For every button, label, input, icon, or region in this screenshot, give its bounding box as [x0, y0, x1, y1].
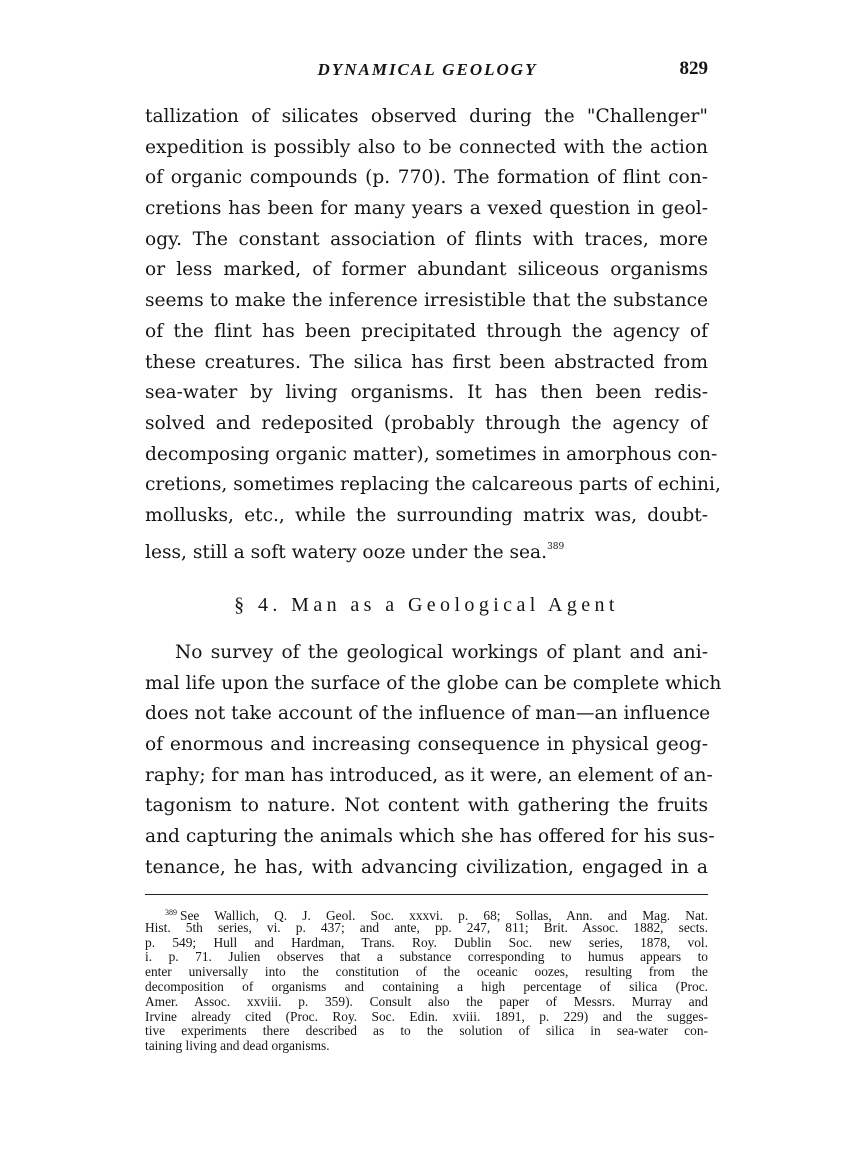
- text-line: cretions has been for many years a vexed question in geol-: [145, 198, 708, 220]
- page-header: [145, 60, 710, 86]
- text-line: or less marked, of former abundant siliceous organisms: [145, 259, 708, 281]
- text-line: No survey of the geological workings of plant and ani-: [175, 642, 708, 663]
- footnote-line: Irvine already cited (Proc. Roy. Soc. Edin. xviii. 1891, p. 229) and the sugges-: [145, 1008, 708, 1024]
- text-line: decomposing organic matter), sometimes in amorphous con-: [145, 443, 718, 465]
- text-line-content: less, still a soft watery ooze under the sea.: [145, 541, 548, 563]
- section-heading: § 4. Man as a Geological Agent: [234, 594, 619, 616]
- text-line: and capturing the animals which she has offered for his sus-: [145, 826, 715, 848]
- text-line: solved and redeposited (probably through the agency of: [145, 412, 708, 434]
- footnote-divider: [145, 894, 708, 895]
- text-line: [145, 532, 708, 563]
- text-line: sea-water by living organisms. It has then been redis-: [145, 382, 708, 404]
- footnote-reference[interactable]: 389: [547, 541, 565, 552]
- footnote-389: [145, 906, 708, 1054]
- text-line: does not take account of the influence of man—an influence: [145, 703, 711, 725]
- text-line: of organic compounds (p. 770). The formation of flint con-: [145, 167, 708, 189]
- text-line: raphy; for man has introduced, as it were, an element of an-: [145, 764, 713, 786]
- text-line: tagonism to nature. Not content with gathering the fruits: [145, 795, 708, 817]
- paragraph-flint-concretions: [145, 102, 721, 563]
- footnote-number: 389: [165, 908, 177, 917]
- text-line: cretions, sometimes replacing the calcareous parts of echini,: [145, 474, 721, 496]
- footnote-line: decomposition of organisms and containing a high percentage of silica (Proc.: [145, 978, 708, 994]
- footnote-line: Amer. Assoc. xxviii. p. 359). Consult also the paper of Messrs. Murray and: [145, 993, 708, 1009]
- text-line: expedition is possibly also to be connected with the action: [145, 136, 708, 158]
- text-line: tallization of silicates observed during the "Challenger": [145, 106, 708, 127]
- footnote-line: [145, 906, 708, 921]
- footnote-line: Hist. 5th series, vi. p. 437; and ante, pp. 247, 811; Brit. Assoc. 1882, sects.: [145, 919, 708, 935]
- footnote-line: taining living and dead organisms.: [145, 1038, 330, 1054]
- text-line: these creatures. The silica has first been abstracted from: [145, 351, 708, 373]
- text-line: tenance, he has, with advancing civilization, engaged in a: [145, 856, 708, 878]
- text-line: of enormous and increasing consequence in physical geog-: [145, 734, 708, 756]
- text-line: mollusks, etc., while the surrounding matrix was, doubt-: [145, 504, 708, 526]
- text-line: of the flint has been precipitated through the agency of: [145, 320, 708, 342]
- running-title: DYNAMICAL GEOLOGY: [317, 60, 538, 79]
- page-number: 829: [679, 58, 708, 79]
- footnote-line-content: See Wallich, Q. J. Geol. Soc. xxxvi. p. 68; Sollas, Ann. and Mag. Nat.: [180, 908, 708, 923]
- text-line: seems to make the inference irresistible that the substance: [145, 290, 708, 312]
- text-line: mal life upon the surface of the globe can be complete which: [145, 672, 722, 694]
- paragraph-man-geological-agent: [145, 638, 722, 884]
- text-line: ogy. The constant association of flints with traces, more: [145, 228, 708, 250]
- footnote-line: enter universally into the constitution of the oceanic oozes, resulting from the: [145, 964, 708, 980]
- footnote-line: p. 549; Hull and Hardman, Trans. Roy. Dublin Soc. new series, 1878, vol.: [145, 934, 708, 950]
- footnote-line: i. p. 71. Julien observes that a substance corresponding to humus appears to: [145, 949, 708, 965]
- footnote-line: tive experiments there described as to the solution of silica in sea-water con-: [145, 1023, 708, 1039]
